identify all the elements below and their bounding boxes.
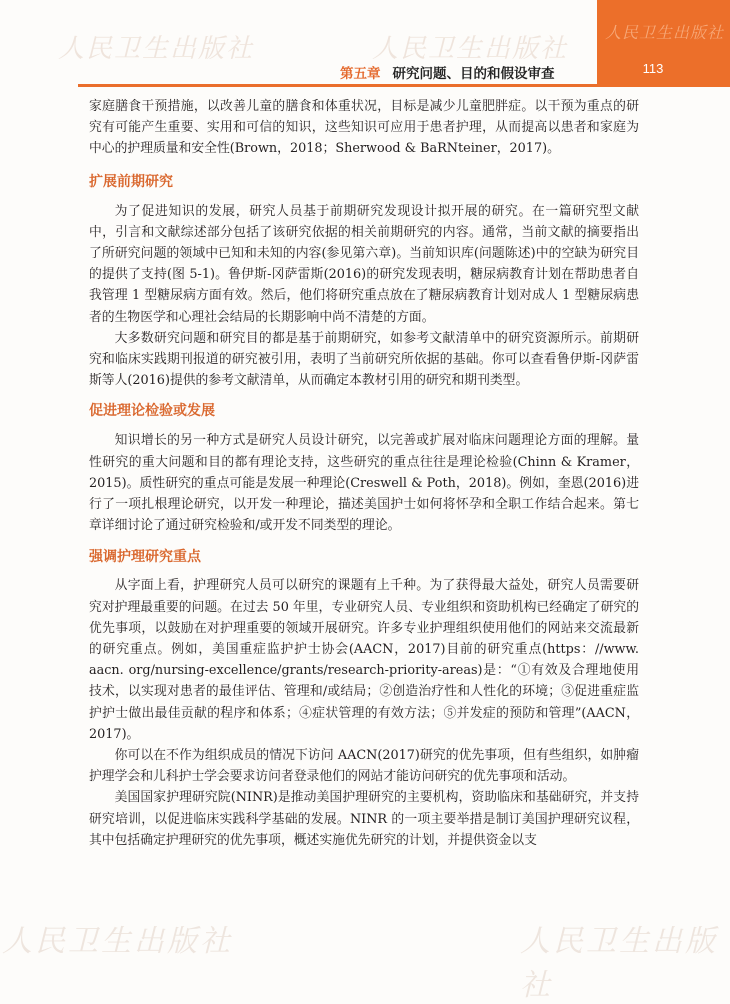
section-heading-theory: 促进理论检验或发展 [89, 403, 215, 420]
page-body [89, 96, 639, 851]
chapter-title: 研究问题、目的和假设审查 [392, 66, 555, 82]
section-heading-research-priorities: 强调护理研究重点 [89, 549, 201, 566]
paragraph: 美国国家护理研究院(NINR)是推动美国护理研究的主要机构，资助临床和基础研究，并支持研究培训，以促进临床实践科学基础的发展。NINR 的一项主要举措是制订美国护理研究议程，其中包括确定护理研究的优先事项，概述实施优先研究的计划，并提供资金以支 [89, 790, 639, 848]
paragraph: 你可以在不作为组织成员的情况下访问 AACN(2017)研究的优先事项，但有些组织，如肿瘤护理学会和儿科护士学会要求访问者登录他们的网站才能访问研究的优先事项和活动。 [89, 748, 639, 785]
paragraph-continued: 家庭膳食干预措施，以改善儿童的膳食和体重状况，目标是减少儿童肥胖症。以干预为重点的研究有可能产生重要、实用和可信的知识，这些知识可应用于患者护理，从而提高以患者和家庭为中心的护理质量和安全性(Brown，2018；Sherwood & BaRNteiner，2017)。 [89, 99, 639, 157]
section-heading-expand-prior-research: 扩展前期研究 [89, 173, 173, 190]
paragraph: 大多数研究问题和研究目的都是基于前期研究，如参考文献清单中的研究资源所示。前期研究和临床实践期刊报道的研究被引用，表明了当前研究所依据的基础。你可以查看鲁伊斯-冈萨雷斯等人(2016)提供的参考文献清单，从而确定本教材引用的研究和期刊类型。 [89, 330, 639, 389]
paragraph: 为了促进知识的发展，研究人员基于前期研究发现设计拟开展的研究。在一篇研究型文献中，引言和文献综述部分包括了该研究依据的相关前期研究的内容。通常，当前文献的摘要指出了所研究问题的领域中已知和未知的内容(参见第六章)。当前知识库(问题陈述)中的空缺为研究目的提供了支持(图 5-1)。鲁伊斯-冈萨雷斯(2016)的研究发现表明，糖尿病教育计划在帮助患者自我管理 1 型糖尿病方面有效。然后，他们将研究重点放在了糖尿病教育计划对成人 1 型糖尿病患者的生物医学和心理社会结局的长期影响中尚不清楚的方面。 [89, 203, 639, 325]
paragraph: 从字面上看，护理研究人员可以研究的课题有上千种。为了获得最大益处，研究人员需要研究对护理最重要的问题。在过去 50 年里，专业研究人员、专业组织和资助机构已经确定了研究的优先事项，以鼓励在对护理重要的领域开展研究。许多专业护理组织使用他们的网站来交流最新的研究重点。例如，美国重症监护护士协会(AACN，2017)目前的研究重点(https：//www. aacn. org/nursing-excellence/grants/research-priority-areas)是：“①有效及合理地使用技术，以实现对患者的最佳评估、管理和/或结局；②创造治疗性和人性化的环境；③促进重症监护护士做出最佳贡献的程序和体系；④症状管理的有效方法；⑤并发症的预防和管理”(AACN，2017)。 [89, 578, 639, 742]
watermark-right: 人民卫生出版社 [372, 34, 569, 64]
header-rule [78, 84, 597, 87]
watermark-left: 人民卫生出版社 [58, 34, 255, 64]
watermark-bottom-right: 人民卫生出版社 [520, 924, 718, 1003]
page-header [0, 0, 730, 90]
chapter-label: 第五章 [340, 66, 381, 82]
paragraph: 知识增长的另一种方式是研究人员设计研究，以完善或扩展对临床问题理论方面的理解。量性研究的重大问题和目的都有理论支持，这些研究的重点往往是理论检验(Chinn & Kramer，2015)。质性研究的重点可能是发展一种理论(Creswell & Poth，2018)。例如，奎恩(2016)进行了一项扎根理论研究，以开发一种理论，描述美国护士如何将怀孕和全职工作结合起来。第七章详细讨论了通过研究检验和/或开发不同类型的理论。 [89, 433, 639, 534]
page-number: 113 [642, 61, 664, 76]
tab-watermark: 人民卫生出版社 [605, 23, 725, 42]
watermark-bottom-left: 人民卫生出版社 [2, 924, 233, 959]
running-head [340, 62, 555, 82]
